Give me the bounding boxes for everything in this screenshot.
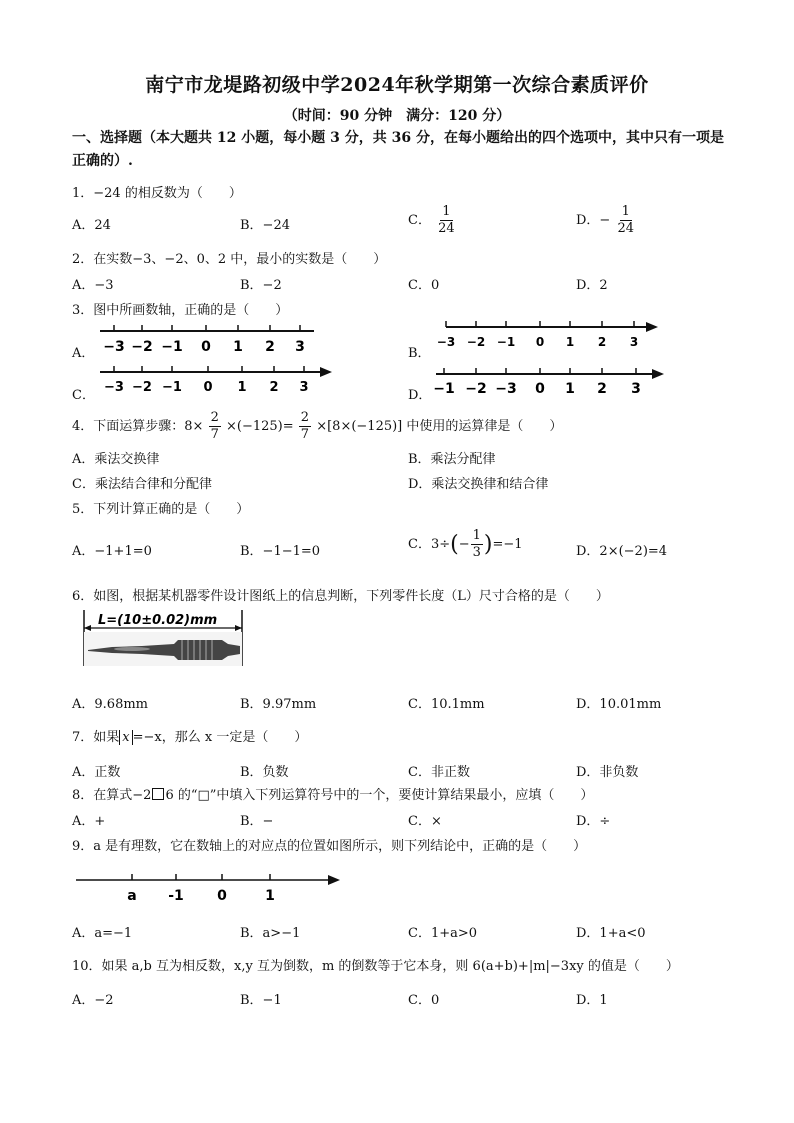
question-1-stem: 1．−24 的相反数为（ ）	[72, 186, 242, 201]
question-10-stem: 10．如果 a,b 互为相反数，x,y 互为倒数，m 的倒数等于它本身，则 6(a+b)+|m|−3xy 的值是（ ）	[72, 959, 679, 974]
absolute-value: x	[119, 730, 132, 745]
q1-option-a: A．24	[72, 218, 111, 233]
question-3-stem: 3．图中所画数轴，正确的是（ ）	[72, 303, 289, 318]
axis-tick-label: 0	[203, 380, 213, 395]
axis-tick-label: −3	[104, 380, 124, 395]
q2-option-c: C．0	[408, 278, 440, 293]
q2-option-a: A．−3	[72, 278, 114, 293]
question-8-stem: 8．在算式−2 6 的“□”中填入下列运算符号中的一个，要使计算结果最小，应填（ ）	[72, 788, 594, 803]
q5-option-a: A．−1+1=0	[72, 544, 152, 559]
q10-option-b: B．−1	[240, 993, 282, 1008]
question-2-stem: 2．在实数−3、−2、0、2 中，最小的实数是（ ）	[72, 252, 387, 267]
fraction: $\frac{1}{24}$	[438, 204, 455, 236]
axis-tick-label: 2	[597, 335, 607, 349]
axis-tick-label: 2	[265, 339, 275, 355]
axis-tick-label: 3	[631, 381, 641, 397]
q9-option-a: A．a=−1	[72, 926, 133, 941]
q4-option-a: A．乘法交换律	[72, 452, 160, 467]
fraction: $\frac{2}{7}$	[210, 410, 219, 442]
q7-option-d: D．非负数	[576, 765, 639, 780]
dimension-label: L=(10±0.02)mm	[98, 613, 218, 628]
question-5-stem: 5．下列计算正确的是（ ）	[72, 502, 250, 517]
axis-tick-label: −3	[436, 335, 456, 349]
q4-option-d: D．乘法交换律和结合律	[408, 477, 549, 492]
axis-tick-label: 2	[269, 380, 279, 395]
blank-box-icon	[152, 788, 164, 800]
q3-option-d: D．	[408, 388, 432, 403]
fraction: $\frac{2}{7}$	[300, 410, 310, 442]
q1-option-d: D．− $\frac{1}{24}$	[576, 204, 635, 236]
axis-tick-label: −1	[162, 380, 182, 395]
axis-tick-label: -1	[168, 888, 184, 904]
q4-option-b: B．乘法分配律	[408, 452, 496, 467]
q8-option-d: D．÷	[576, 814, 611, 829]
machine-part-figure	[82, 610, 244, 680]
q7-option-a: A．正数	[72, 765, 121, 780]
q9-option-d: D．1+a<0	[576, 926, 646, 941]
q9-option-c: C．1+a>0	[408, 926, 478, 941]
q10-option-c: C．0	[408, 993, 440, 1008]
axis-tick-label: 1	[565, 335, 575, 349]
number-line-d	[430, 364, 670, 398]
number-line-c	[96, 362, 336, 396]
axis-tick-label: −3	[495, 381, 517, 397]
axis-tick-label: −1	[161, 339, 183, 355]
q6-option-a: A．9.68mm	[72, 697, 148, 712]
q4-option-c: C．乘法结合律和分配律	[72, 477, 212, 492]
axis-tick-label: 0	[535, 335, 545, 349]
q5-option-c: C．3÷(− $\frac{1}{3}$ )=−1	[408, 528, 523, 560]
q10-option-d: D．1	[576, 993, 608, 1008]
axis-tick-label: 1	[265, 888, 275, 904]
axis-tick-label: −3	[103, 339, 125, 355]
q6-option-d: D．10.01mm	[576, 697, 662, 712]
question-7-stem: 7．如果 x =−x，那么 x 一定是（ ）	[72, 730, 308, 745]
number-line-b	[430, 318, 662, 352]
ticks-a	[103, 325, 305, 355]
axis-tick-label: 0	[535, 381, 545, 397]
axis-tick-label: 1	[237, 380, 247, 395]
q2-option-d: D．2	[576, 278, 608, 293]
q1-option-b: B．−24	[240, 218, 290, 233]
q1-option-c: C． $\frac{1}{24}$	[408, 204, 455, 236]
fraction: $\frac{1}{24}$	[617, 204, 635, 236]
question-6-stem: 6．如图，根据某机器零件设计图纸上的信息判断，下列零件长度（L）尺寸合格的是（ ）	[72, 589, 609, 604]
axis-tick-label: −1	[433, 381, 455, 397]
axis-tick-label: 2	[597, 381, 607, 397]
axis-tick-label: −2	[466, 335, 486, 349]
question-9-stem: 9．a 是有理数，它在数轴上的对应点的位置如图所示，则下列结论中，正确的是（ ）	[72, 839, 587, 854]
q3-option-b: B．	[408, 346, 431, 361]
q6-option-b: B．9.97mm	[240, 697, 317, 712]
q2-option-b: B．−2	[240, 278, 282, 293]
axis-tick-label: −1	[496, 335, 516, 349]
q8-option-a: A．+	[72, 814, 106, 829]
axis-tick-label: −2	[131, 339, 153, 355]
fraction: $\frac{1}{3}$	[472, 528, 481, 560]
q7-option-b: B．负数	[240, 765, 289, 780]
q8-option-c: C．×	[408, 814, 442, 829]
q5-option-d: D．2×(−2)=4	[576, 544, 668, 559]
exam-time-score: （时间：90 分钟 满分：120 分）	[283, 108, 511, 124]
number-line-q9	[74, 866, 344, 906]
q3-option-c: C．	[72, 388, 95, 403]
axis-tick-label: 1	[565, 381, 575, 397]
axis-tick-label: 3	[299, 380, 309, 395]
axis-tick-label: −2	[465, 381, 487, 397]
q5-option-b: B．−1−1=0	[240, 544, 321, 559]
q3-option-a: A．	[72, 346, 95, 361]
axis-tick-label: 0	[217, 888, 227, 904]
page-title: 南宁市龙堤路初级中学2024年秋学期第一次综合素质评价	[145, 74, 649, 96]
axis-tick-label: a	[127, 888, 137, 904]
q6-option-c: C．10.1mm	[408, 697, 485, 712]
axis-tick-label: −2	[132, 380, 152, 395]
axis-tick-label: 3	[295, 339, 305, 355]
axis-tick-label: 1	[233, 339, 243, 355]
section-heading-choice: 一、选择题（本大题共 12 小题，每小题 3 分，共 36 分，在每小题给出的四个选项中，其中只有一项是正确的）.	[72, 130, 724, 169]
number-line-a	[96, 322, 326, 356]
question-4-stem: 4．下面运算步骤：8× $\frac{2}{7}$ ×(−125)= $\frac{2}{7}$ ×[8×(−125)] 中使用的运算律是（ ）	[72, 410, 563, 442]
q9-option-b: B．a>−1	[240, 926, 301, 941]
axis-tick-label: 3	[629, 335, 639, 349]
q8-option-b: B．−	[240, 814, 274, 829]
axis-tick-label: 0	[201, 339, 211, 355]
q7-option-c: C．非正数	[408, 765, 470, 780]
q10-option-a: A．−2	[72, 993, 114, 1008]
